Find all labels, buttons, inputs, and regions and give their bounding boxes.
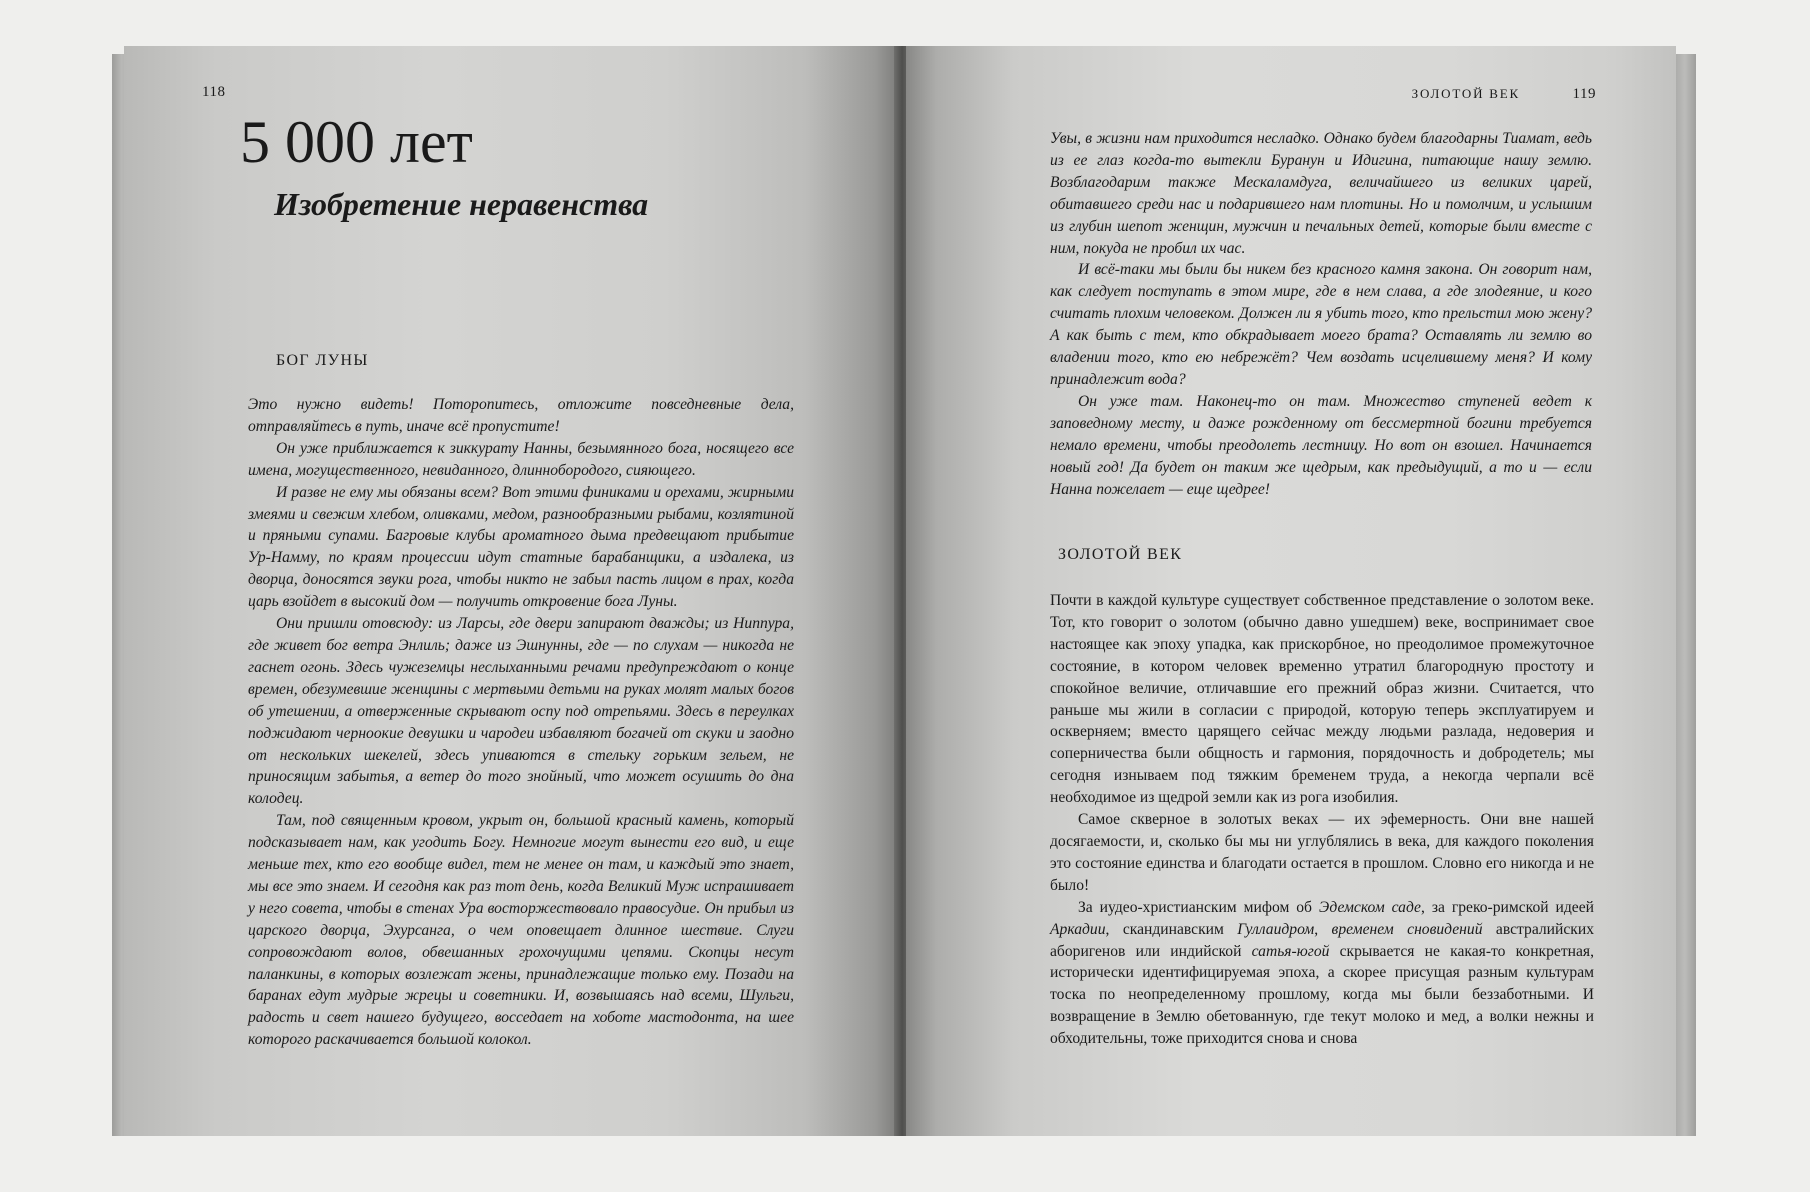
text-run: За иудео-христианским мифом об — [1078, 898, 1319, 916]
paragraph — [1050, 897, 1594, 1050]
paragraph: Там, под священным кровом, укрыт он, большой красный камень, который подсказывает нам, как угодить Богу. Немногие могут вынести его вид, и еще меньше тех, кто его вообще видел, тем не менее он там, и каждый это знает, мы все это знаем. И сегодня как раз тот день, когда Великий Муж испрашивает у него совета, чтобы в стенах Ура восторжествовало правосудие. Он прибыл из царского дворца, Эхурсанга, о чем оповещает длинное шествие. Слуги сопровождают волов, обвешанных грохочущими цепями. Скопцы несут паланкины, в которых возлежат жены, принадлежащие только ему. Позади на баранах едут мудрые жрецы и советники. И, возвышаясь над всеми, Шульги, радость и свет нашего будущего, восседает на хоботе мастодонта, на шее которого раскачивается большой колокол. — [248, 812, 794, 1049]
paragraph: Они пришли отовсюду: из Ларсы, где двери запирают дважды; из Ниппура, где живет бог ветра Энлиль; даже из Эшнунны, где — по слухам — никогда не гаснет огонь. Здесь чужеземцы неслыханными речами предупреждают о конце времен, обезумевшие женщины с мертвыми детьми на руках молят малых богов об утешении, а отверженные скрывают оспу под отрепьями. Здесь в переулках поджидают черноокие девушки и чародеи избавляют богачей от скуки и заодно от нескольких шекелей, здесь упиваются в стельку горьким зельем, не приносящим забытья, а ветер до того знойный, что может осушить до дна колодец. — [248, 615, 794, 808]
text-run: скрывается не какая-то конкретная, исторически идентифицируемая эпоха, а скорее присущая разным культурам тоска по неопределенному прошлому, когда мы были беззаботными. И возвращение в Землю обетованную, где текут молоко и мед, а волки нежны и обходительны, тоже приходится снова и снова — [1050, 942, 1594, 1048]
paragraph: Увы, в жизни нам приходится несладко. Однако будем благодарны Тиамат, ведь из ее глаз когда-то вытекли Буранун и Идигина, питающие нашу землю. Возблагодарим также Мескаламдуга, величайшего из великих царей, обитавшего среди нас и подарившего нам плотины. Но и помолчим, и услышим из глубин шепот женщин, мужчин и печальных детей, которые были вместе с ним, покуда не пробил их час. — [1050, 130, 1592, 257]
running-head: ЗОЛОТОЙ ВЕК — [1411, 86, 1520, 101]
right-page-italic-text — [1050, 128, 1592, 500]
page-number-left: 118 — [202, 84, 226, 100]
emphasis-text: Эдемском саде — [1318, 898, 1421, 916]
emphasis-text: Гуллаидром — [1237, 920, 1315, 938]
chapter-title: 5 000 лет — [240, 109, 473, 175]
left-page — [124, 46, 898, 1136]
emphasis-text: Аркадии — [1050, 920, 1106, 938]
page-number-right: 119 — [1572, 86, 1596, 102]
text-run: , скандинавским — [1105, 920, 1238, 938]
paragraph: Он уже приближается к зиккурату Нанны, безымянного бога, носящего все имена, могущественного, невиданного, длиннобородого, сияющего. — [248, 439, 794, 479]
paragraph: Это нужно видеть! Поторопитесь, отложите повседневные дела, отправляйтесь в путь, иначе всё пропустите! — [248, 396, 794, 435]
text-run: , — [1314, 920, 1332, 938]
section-heading-golden-age: ЗОЛОТОЙ ВЕК — [1058, 546, 1183, 563]
text-run: , за греко-римской идеей — [1420, 898, 1594, 916]
right-page — [906, 46, 1676, 1136]
emphasis-text: временем сновидений — [1331, 920, 1483, 938]
paragraph: Самое скверное в золотых веках — их эфемерность. Они вне нашей досягаемости, и, сколько бы мы ни углублялись в века, для каждого поколения это состояние единства и благодати остается в прошлом. Словно его никогда и не было! — [1050, 811, 1594, 894]
text-run: австралийских аборигенов или индийской — [1050, 920, 1594, 960]
right-page-edges — [1674, 54, 1696, 1136]
section-heading-moon-god: БОГ ЛУНЫ — [276, 352, 369, 369]
paragraph: Он уже там. Наконец-то он там. Множество ступеней ведет к заповедному месту, и даже рожденному от бессмертной богини требуется немало времени, чтобы преодолеть лестницу. Но вот он взошел. Начинается новый год! Да будет он таким же щедрым, как предыдущий, а то и — если Нанна пожелает — еще щедрее! — [1050, 392, 1592, 498]
emphasis-text: сатья-югой — [1251, 942, 1330, 960]
paragraph: Почти в каждой культуре существует собственное представление о золотом веке. Тот, кто говорит о золотом (обычно давно ушедшем) веке, воспринимает свое настоящее как эпоху упадка, как прискорбное, но преодолимое промежуточное состояние, в котором человек временно утратил благородную простоту и спокойное величие, отличавшие его прежний образ жизни. Считается, что раньше мы жили в согласии с природой, которую теперь эксплуатируем и оскверняем; вместо царящего сейчас между людьми разлада, недоверия и соперничества были общность и гармония, порядочность и добродетель; мы сегодня изнываем под тяжким бременем труда, а некогда черпали всё необходимое из щедрой земли как из рога изобилия. — [1050, 592, 1594, 807]
open-book — [112, 46, 1696, 1136]
paragraph: И разве не ему мы обязаны всем? Вот этими финиками и орехами, жирными змеями и свежим хлебом, оливками, медом, разнообразными рыбами, козлятиной и пряными супами. Багровые клубы ароматного дыма предвещают прибытие Ур-Намму, по краям процессии идут статные барабанщики, а издалека, из дворца, доносятся звуки рога, чтобы никто не забыл пасть лицом в прах, когда царь взойдет в высокий дом — получить откровение бога Луны. — [248, 483, 794, 611]
paragraph: И всё-таки мы были бы никем без красного камня закона. Он говорит нам, как следует поступать в этом мире, где в нем слава, а где злодеяние, и кого считать плохим человеком. Должен ли я убить того, кто прельстил мою жену? А как быть с тем, кто обкрадывает моего брата? Оставлять ли землю во владении того, кто ею небрежёт? Чем воздать исцелившему меня? И кому принадлежит вода? — [1050, 261, 1592, 388]
right-page-body-text — [1050, 590, 1594, 1050]
chapter-subtitle: Изобретение неравенства — [274, 186, 649, 222]
left-page-text — [248, 394, 794, 1051]
